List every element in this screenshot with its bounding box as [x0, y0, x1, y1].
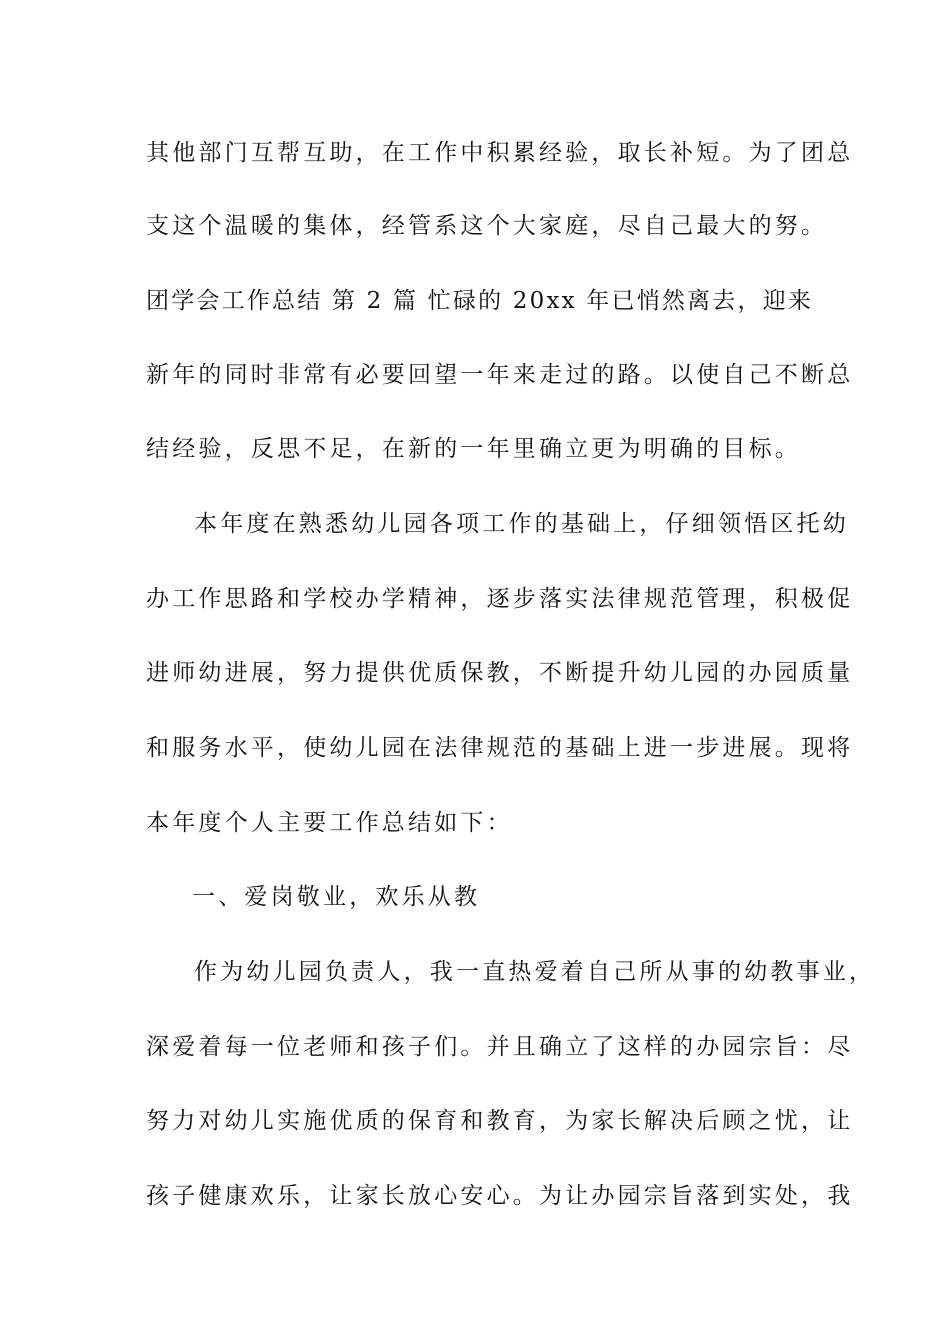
text-line: 和服务水平，使幼儿园在法律规范的基础上进一步进展。现将 [146, 735, 854, 761]
text-line: 办工作思路和学校办学精神，逐步落实法律规范管理，积极促 [146, 586, 854, 612]
section-heading-line: 团学会工作总结 第 2 篇 忙碌的 20xx 年已悄然离去，迎来 [146, 288, 814, 314]
text-line: 深爱着每一位老师和孩子们。并且确立了这样的办园宗旨：尽 [146, 1034, 854, 1060]
text-line: 进师幼进展，努力提供优质保教，不断提升幼儿园的办园质量 [146, 660, 854, 686]
text-line: 其他部门互帮互助，在工作中积累经验，取长补短。为了团总 [146, 140, 854, 166]
text-line: 结经验，反思不足，在新的一年里确立更为明确的目标。 [146, 436, 801, 462]
text-line: 努力对幼儿实施优质的保育和教育，为家长解决后顾之忧，让 [146, 1108, 854, 1134]
text-line: 支这个温暖的集体，经管系这个大家庭，尽自己最大的努。 [146, 213, 828, 239]
subheading: 一、爱岗敬业，欢乐从教 [192, 884, 481, 910]
paragraph-first-line: 本年度在熟悉幼儿园各项工作的基础上，仔细领悟区托幼 [194, 511, 849, 537]
text-line: 新年的同时非常有必要回望一年来走过的路。以使自己不断总 [146, 362, 854, 388]
text-line: 本年度个人主要工作总结如下： [146, 810, 513, 836]
text-line: 孩子健康欢乐，让家长放心安心。为让办园宗旨落到实处，我 [146, 1183, 854, 1209]
paragraph-first-line: 作为幼儿园负责人，我一直热爱着自己所从事的幼教事业， [194, 959, 876, 985]
